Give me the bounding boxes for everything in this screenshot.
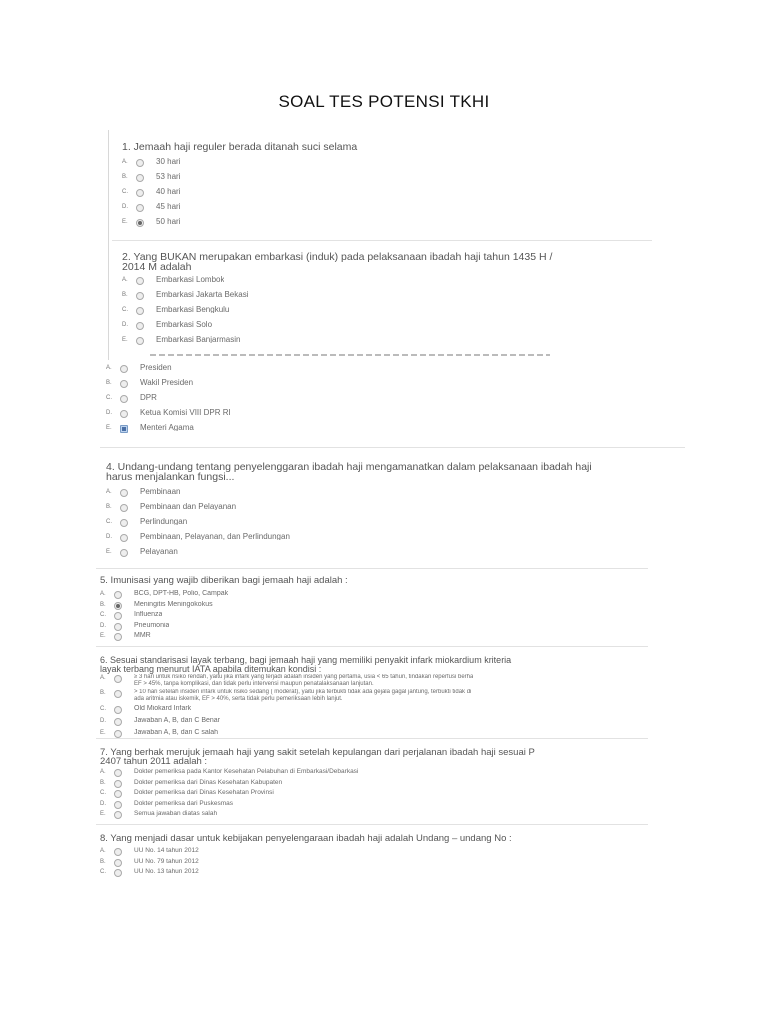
answer-option[interactable] [122,173,642,188]
option-label: B. [100,858,106,865]
radio-button[interactable] [120,380,128,388]
option-label: E. [106,425,112,431]
option-text: Embarkasi Jakarta Bekasi [156,291,249,298]
option-text: Influenza [134,611,163,618]
option-text: UU No. 79 tahun 2012 [134,857,199,865]
question-text: 2. Yang BUKAN merupakan embarkasi (induk) pada pelaksanaan ibadah haji tahun 1435 H / 2014 M adalah [122,252,553,272]
radio-button-selected[interactable] [114,602,122,610]
option-label: B. [100,601,106,608]
option-label: C. [122,307,128,313]
answer-option[interactable] [100,590,640,601]
answer-option[interactable] [100,847,650,858]
answer-option[interactable] [106,548,666,563]
answer-option[interactable] [100,674,650,689]
radio-button[interactable] [120,410,128,418]
option-label: B. [106,380,112,386]
option-text: UU No. 13 tahun 2012 [134,868,199,875]
option-text: Embarkasi Banjarmasin [156,336,241,343]
option-text: Semua jawaban diatas salah [134,810,218,817]
option-label: A. [100,591,106,597]
divider [100,447,685,448]
option-label: C. [122,189,128,195]
radio-button[interactable] [114,848,122,856]
option-text: Jawaban A, B, dan C Benar [134,717,220,724]
answer-option[interactable] [100,858,650,869]
radio-button[interactable] [114,801,122,809]
answer-option[interactable] [100,779,650,790]
option-text: Old Miokard Infark [134,705,192,712]
option-label: E. [100,811,106,817]
option-label: A. [106,365,112,371]
option-text: Dokter pemeriksa dari Puskesmas [134,799,233,807]
option-label: A. [100,675,106,681]
option-text: ≥ 3 hari untuk risiko rendah, yaitu jika infark yang terjadi adalah insiden yang pertama, usia < 65 tahun, tindakan reperfusi berha EF > 45%, tanpa komplikasi, dan tidak perlu intervensi maupun penatalaksanaan lanjutan. [134,674,474,687]
option-label: B. [122,292,128,298]
option-text: Embarkasi Bengkulu [156,306,230,313]
option-label: B. [100,690,106,696]
option-text: Pembinaan [140,488,181,495]
radio-button[interactable] [114,869,122,877]
option-text: DPR [140,394,157,401]
option-label: C. [100,706,106,712]
option-text: Pembinaan, Pelayanan, dan Perlindungan [140,533,290,540]
option-text: Dokter pemeriksa dari Dinas Kesehatan Provinsi [134,789,274,796]
question-6-options [100,674,650,741]
radio-button[interactable] [114,623,122,631]
answer-option[interactable] [122,203,642,218]
radio-button[interactable] [136,277,144,285]
checkbox-selected[interactable] [120,425,128,433]
option-text: Perlindungan [140,518,188,525]
option-text: UU No. 14 tahun 2012 [134,847,199,854]
option-text: Menteri Agama [140,424,194,431]
radio-button[interactable] [114,690,122,698]
divider [150,354,550,356]
option-text: 53 hari [156,173,181,180]
answer-option[interactable] [100,729,650,741]
answer-option[interactable] [106,518,666,533]
question-7-options [100,768,650,821]
option-label: D. [122,322,128,328]
question-text: 4. Undang-undang tentang penyelenggaran ibadah haji mengamanatkan dalam pelaksanaan ibadah haji harus menjalankan fungsi... [106,462,592,482]
radio-button[interactable] [136,337,144,345]
option-text: Dokter pemeriksa pada Kantor Kesehatan Pelabuhan di Embarkasi/Debarkasi [134,768,359,775]
radio-button[interactable] [114,780,122,788]
divider [96,646,648,647]
radio-button[interactable] [120,534,128,542]
answer-option[interactable] [100,789,650,800]
radio-button[interactable] [120,395,128,403]
answer-option[interactable] [122,306,642,321]
answer-option[interactable] [100,705,650,717]
answer-option[interactable] [100,622,640,633]
radio-button[interactable] [114,675,122,683]
option-label: A. [122,159,128,165]
option-text: 50 hari [156,218,181,225]
answer-option[interactable] [100,810,650,821]
answer-option[interactable] [100,632,640,643]
question-2-options [122,276,642,351]
divider [112,240,652,241]
page-title: SOAL TES POTENSI TKHI [278,92,490,111]
question-text: 1. Jemaah haji reguler berada ditanah suci selama [122,142,358,152]
radio-button[interactable] [120,519,128,527]
question-7 [100,748,650,766]
question-5 [100,576,650,586]
answer-option[interactable] [122,218,642,233]
option-text: Ketua Komisi VIII DPR RI [140,409,231,416]
option-label: C. [100,869,106,875]
screenshot-border [108,130,109,360]
question-text: 6. Sesuai standarisasi layak terbang, bagi jemaah haji yang memiliki penyakit infark miokardium kriteria layak terbang menurut IATA apabila ditemukan kondisi : [100,656,512,674]
answer-option[interactable] [106,409,666,424]
option-label: C. [100,790,106,796]
answer-option[interactable] [122,158,642,173]
radio-button[interactable] [136,307,144,315]
option-text: 45 hari [156,203,181,210]
divider [96,568,648,569]
question-6 [100,656,650,674]
option-label: D. [100,800,106,807]
option-label: D. [122,204,128,210]
radio-button[interactable] [114,706,122,714]
answer-option[interactable] [122,321,642,336]
option-text: Presiden [140,364,172,371]
radio-button[interactable] [114,730,122,738]
option-text: Pelayanan [140,548,178,555]
radio-button[interactable] [136,159,144,167]
radio-button[interactable] [114,633,122,641]
answer-option[interactable] [106,394,666,409]
radio-button[interactable] [136,292,144,300]
option-text: Embarkasi Solo [156,321,213,328]
answer-option[interactable] [100,768,650,779]
option-label: D. [106,534,112,540]
option-label: A. [100,848,106,854]
divider [96,824,648,825]
answer-option[interactable] [100,689,650,705]
answer-option[interactable] [106,503,666,518]
question-5-options [100,590,640,643]
answer-option[interactable] [100,611,640,622]
radio-button[interactable] [114,718,122,726]
option-label: B. [106,504,112,510]
answer-option[interactable] [122,336,642,351]
option-label: D. [106,410,112,416]
option-text: 30 hari [156,158,181,165]
option-label: B. [100,779,106,786]
option-label: C. [106,395,112,401]
question-1-options [122,158,642,233]
answer-option[interactable] [100,800,650,811]
radio-button[interactable] [136,322,144,330]
question-8 [100,834,650,844]
option-label: C. [100,612,106,618]
answer-option[interactable] [106,364,666,379]
question-text: 7. Yang berhak merujuk jemaah haji yang sakit setelah kepulangan dari perjalanan ibadah haji sesuai P 2407 tahun 2011 adalah : [100,748,535,766]
question-text: 8. Yang menjadi dasar untuk kebijakan penyelengaraan ibadah haji adalah Undang – undang No : [100,834,512,844]
option-text: MMR [134,632,151,639]
option-label: E. [106,549,112,555]
option-label: A. [106,489,112,495]
answer-option[interactable] [122,276,642,291]
question-3-options [106,364,666,439]
radio-button[interactable] [120,489,128,497]
option-label: E. [122,337,128,343]
option-label: E. [100,633,106,639]
option-text: BCG, DPT-HB, Polio, Campak [134,590,229,597]
question-4-options [106,488,666,563]
option-text: > 10 hari setelah insiden infark untuk risiko sedang ( moderat), yaitu jika terbukti tidak ada gejala gagal jantung, terbukti tidak di ada aritmia atau iskemik, EF > 40%, serta tidak perlu pemeriksaan lebih lanjut. [134,689,472,702]
radio-button[interactable] [136,189,144,197]
option-text: Embarkasi Lombok [156,276,225,283]
answer-option[interactable] [106,379,666,394]
answer-option[interactable] [106,488,666,503]
radio-button[interactable] [120,549,128,557]
radio-button[interactable] [114,769,122,777]
option-text: Meningitis Meningokokus [134,600,213,608]
radio-button[interactable] [136,174,144,182]
answer-option[interactable] [106,533,666,548]
radio-button[interactable] [114,790,122,798]
option-label: D. [100,622,106,629]
option-text: Pembinaan dan Pelayanan [140,503,237,510]
radio-button[interactable] [114,859,122,867]
option-label: D. [100,718,106,724]
option-label: A. [122,277,128,283]
radio-button[interactable] [136,204,144,212]
option-text: 40 hari [156,188,181,195]
option-label: A. [100,769,106,775]
answer-option[interactable] [106,424,666,439]
answer-option[interactable] [122,291,642,306]
option-label: E. [122,219,128,225]
radio-button-selected[interactable] [136,219,144,227]
answer-option[interactable] [100,717,650,729]
answer-option[interactable] [100,868,650,879]
question-2 [122,252,652,272]
radio-button[interactable] [114,591,122,599]
option-text: Pneumonia [134,621,170,629]
radio-button[interactable] [114,811,122,819]
option-label: C. [106,519,112,525]
question-8-options [100,847,650,879]
question-4 [106,462,686,482]
answer-option[interactable] [100,601,640,612]
answer-option[interactable] [122,188,642,203]
option-label: B. [122,174,128,180]
radio-button[interactable] [114,612,122,620]
option-text: Dokter pemeriksa dari Dinas Kesehatan Kabupaten [134,778,283,786]
option-label: E. [100,730,106,736]
question-text: 5. Imunisasi yang wajib diberikan bagi jemaah haji adalah : [100,576,348,586]
option-text: Jawaban A, B, dan C salah [134,729,219,736]
radio-button[interactable] [120,504,128,512]
option-text: Wakil Presiden [140,379,194,386]
question-1 [122,142,652,152]
radio-button[interactable] [120,365,128,373]
